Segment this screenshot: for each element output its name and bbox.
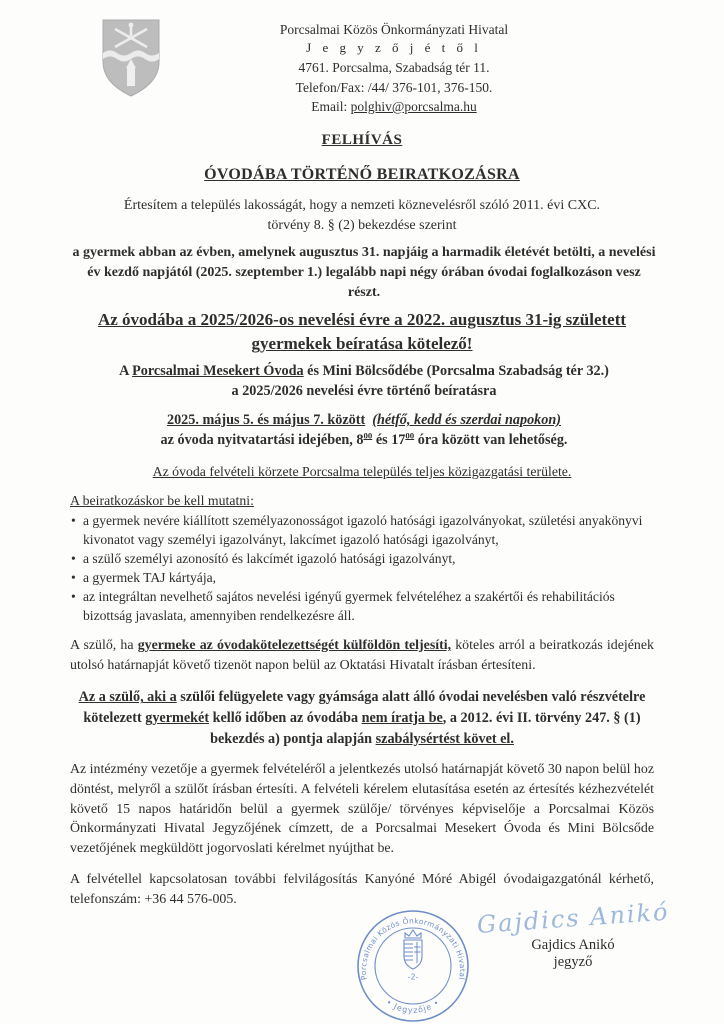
venue-paragraph xyxy=(70,362,658,402)
venue-post: és Mini Bölcsődébe (Porcsalma Szabadság tér 32.) xyxy=(303,363,609,380)
notice-title: FELHÍVÁS xyxy=(321,132,403,149)
checklist-item: • a gyermek nevére kiállított személyazonosságot igazoló hatósági igazolványokat, születési anyakönyvi kivonatot vagy személyi igazolványt, lakcímet igazoló hatósági igazolványt, xyxy=(70,511,654,549)
municipal-coat-of-arms-icon xyxy=(98,16,164,100)
stamp-top-text: Porcsalmai Közös Önkormányzati Hivatal xyxy=(358,916,468,982)
foreign-emphasis: gyermeke az óvodakötelezettségét külföldön teljesíti, xyxy=(137,638,452,653)
kindergarten-name: Porcsalmai Mesekert Óvoda xyxy=(132,363,304,380)
hours-pre: az óvoda nyitvatartási idejében, 8 xyxy=(160,431,364,448)
hours-post: óra között van lehetőség. xyxy=(414,431,568,448)
penalty-seg: Az a szülő, aki a xyxy=(78,689,177,706)
penalty-seg: szabálysértést követ el. xyxy=(375,730,514,747)
decision-appeal-paragraph: Az intézmény vezetője a gyermek felvételéről a jelentkezés utolsó határnapját követő 30 napon belül hoz döntést, melyről a szülőt írásban értesíti. A felvételi kérelem elutasítása esetén az értesítés kézhezvételét követő 15 napos határidőn belül a gyermek szülője/ törvényes képviselője a Porcsalmai Közös Önkormányzati Hivatal Jegyzőjének címzett, de a Porcsalmai Mesekert Óvoda és Mini Bölcsőde vezetőjének megküldött jogorvoslati kérelmet nyújthat be. xyxy=(70,762,654,857)
date-range: 2025. május 5. és május 7. között xyxy=(166,412,366,429)
penalty-seg: nem íratja be xyxy=(361,710,443,727)
attendance-rule-paragraph: a gyermek abban az évben, amelynek augusztus 31. napjáig a harmadik életévét betölti, a nevelési év kezdő napjától (2025. szeptember 1.) legalább napi négy órában óvodai foglalkozáson vesz részt. xyxy=(72,245,656,300)
org-department: J e g y z ő j é t ő l xyxy=(306,40,482,56)
penalty-seg: szülői felügyelete vagy gyámsága alatt álló óvodai nevelésben való részvételre kötelezett xyxy=(83,689,646,727)
signature-area xyxy=(70,898,671,1024)
penalty-paragraph xyxy=(70,687,654,749)
foreign-pre: A szülő, ha xyxy=(70,638,138,653)
venue-line2: a 2025/2026 nevelési évre történő beíratásra xyxy=(231,383,497,400)
checklist-item: • az integráltan nevelhető sajátos nevelési igényű gyermek felvételéhez a szakértői és rehabilitációs bizottság javaslata, amennyiben rendelkezésre áll. xyxy=(70,587,654,625)
foreign-post: köteles arról a beiratkozás idejének utolsó határnapját követő tizenöt napon belül az Oktatási Hivatalt írásban értesíteni. xyxy=(70,638,654,673)
date-days: (hétfő, kedd és szerdai napokon) xyxy=(372,412,561,429)
dates-line2 xyxy=(70,431,658,451)
checklist-item: • a szülő személyi azonosító és lakcímét igazoló hatósági igazolványt, xyxy=(70,549,654,568)
contact-paragraph: A felvétellel kapcsolatosan további felvilágosítás Kanyóné Móré Abigél óvodaigazgatónál kérhető, telefonszám: +36 44 576-005. xyxy=(70,871,654,907)
org-phone: Telefon/Fax: /44/ 376-101, 376-150. xyxy=(295,79,493,95)
district-line: Az óvoda felvételi körzete Porcsalma település teljes közigazgatási területe. xyxy=(152,463,572,479)
hours-mid: és 17 xyxy=(372,431,406,448)
mandatory-enrollment-heading: Az óvodába a 2025/2026-os nevelési évre a 2022. augusztus 31-ig született gyermekek beíratása kötelező! xyxy=(97,309,627,353)
org-name: Porcsalmai Közös Önkormányzati Hivatal xyxy=(279,22,509,37)
stamp-bottom-text: • Jegyzője • xyxy=(384,997,442,1016)
checklist-item: • a gyermek TAJ kártyája, xyxy=(70,568,654,587)
checklist xyxy=(70,511,654,625)
email-label: Email: xyxy=(311,99,351,115)
penalty-seg: , a 2012. évi II. törvény 247. § (1) bekezdés a) pontja alapján xyxy=(210,710,641,747)
svg-text:• Jegyzője • xyxy=(384,998,441,1015)
checklist-heading: A beiratkozáskor be kell mutatni: xyxy=(70,492,254,508)
venue-pre: A xyxy=(119,363,133,380)
dates-line1 xyxy=(70,411,658,431)
email-link[interactable]: polghiv@porcsalma.hu xyxy=(350,99,477,115)
official-round-stamp-icon xyxy=(354,907,472,1024)
handwritten-signature: Gajdics Anikó xyxy=(476,898,671,940)
signature-block xyxy=(476,898,671,971)
stamp-center-number: -2- xyxy=(407,972,419,982)
enrollment-dates-paragraph xyxy=(70,411,658,451)
stamp-coat-of-arms-icon xyxy=(404,930,422,969)
close-hour-sup: 00 xyxy=(405,430,415,441)
org-address: 4761. Porcsalma, Szabadság tér 11. xyxy=(298,60,490,76)
signer-role: jegyző xyxy=(553,954,593,971)
signer-name: Gajdics Anikó xyxy=(531,937,615,954)
foreign-obligation-paragraph xyxy=(70,636,654,675)
notice-subtitle: ÓVODÁBA TÖRTÉNŐ BEIRATKOZÁSRA xyxy=(204,166,520,184)
document-body xyxy=(0,132,724,1024)
venue-line1 xyxy=(70,362,658,382)
intro-paragraph: Értesítem a település lakosságát, hogy a nemzeti köznevelésről szóló 2011. évi CXC. törvény 8. § (2) bekezdése szerint xyxy=(123,198,601,233)
penalty-seg: gyermekét xyxy=(145,710,210,727)
penalty-seg: kellő időben az óvodába xyxy=(209,710,362,727)
open-hour-sup: 00 xyxy=(363,430,373,441)
